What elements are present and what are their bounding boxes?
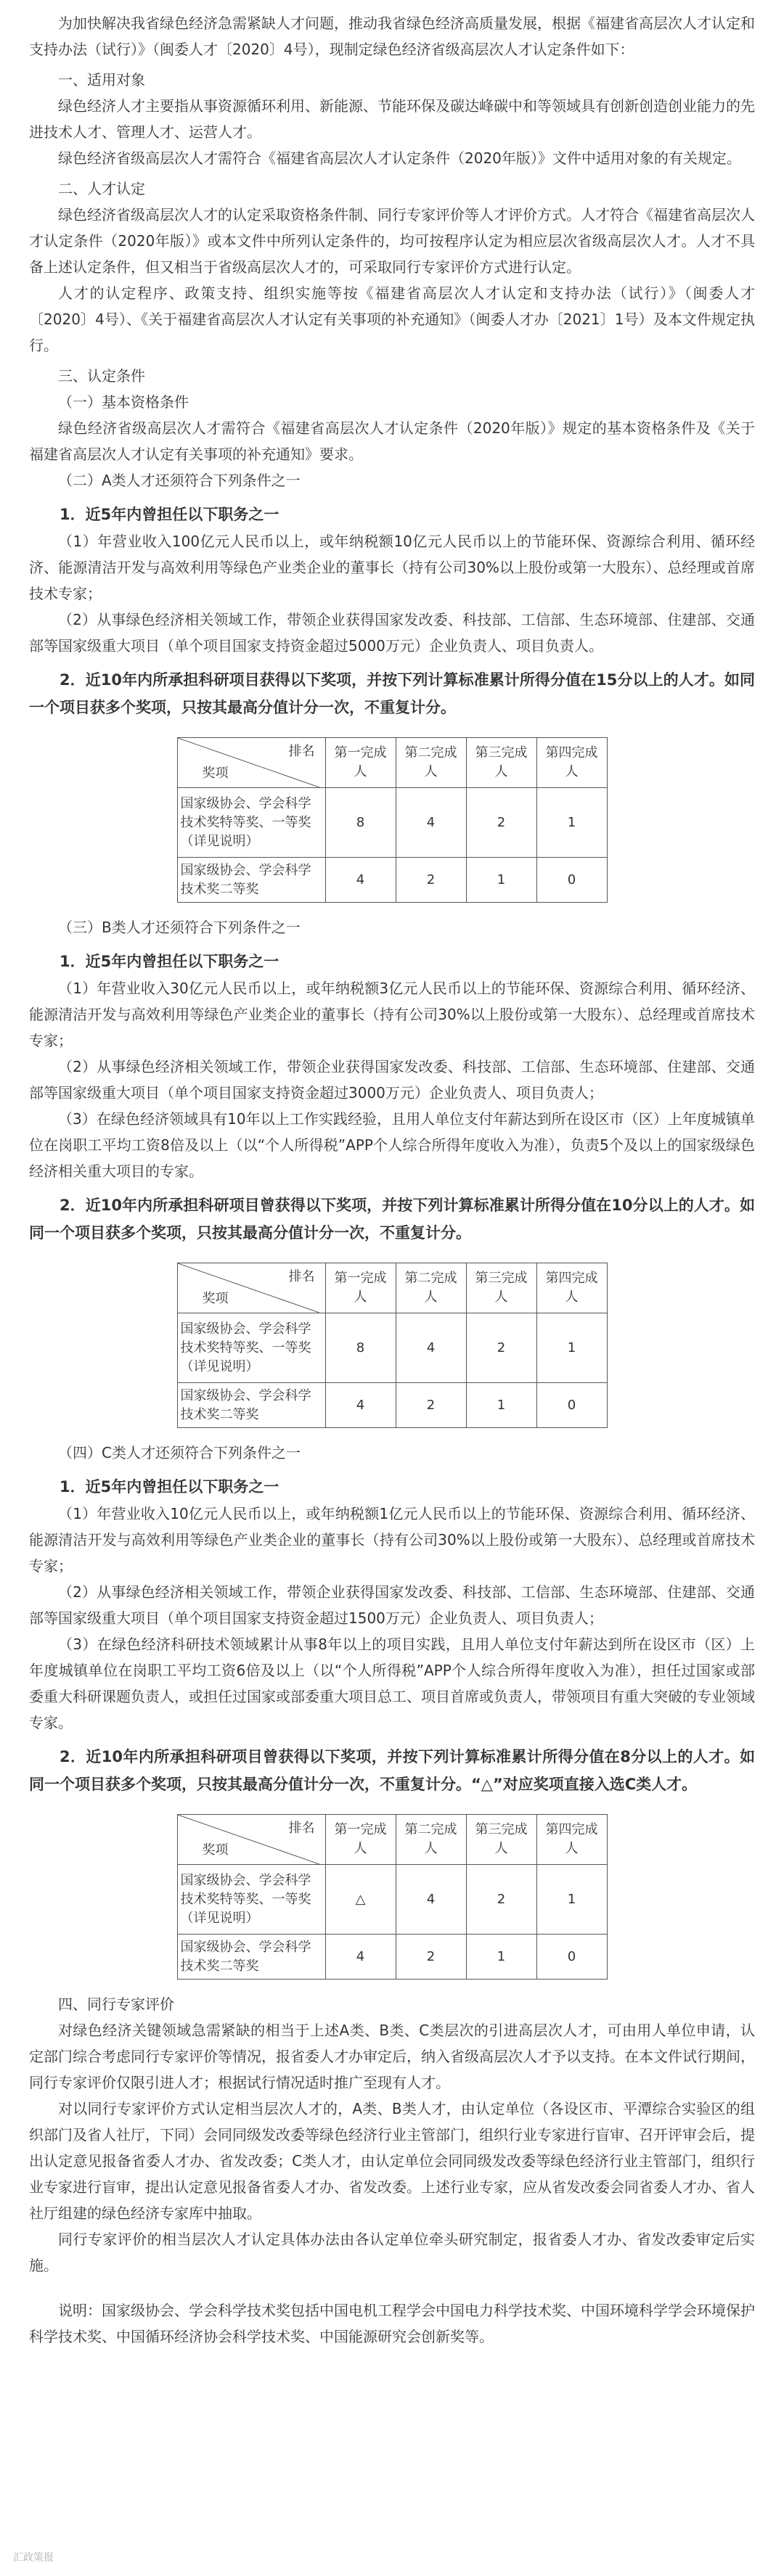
table-header-row [177, 1815, 607, 1865]
score-cell: 1 [536, 1865, 607, 1935]
score-cell: 4 [325, 1383, 396, 1428]
section-2-paragraph-1: 绿色经济省级高层次人才的认定采取资格条件制、同行专家评价等人才评价方式。人才符合《福建省高层次人才认定条件（2020年版）》或本文件中所列认定条件的，均可按程序认定为相应层次省级高层次人才。人才不具备上述认定条件，但又相当于省级高层次人才的，可采取同行专家评价方式进行认定。 [29, 206, 755, 276]
score-cell: 1 [536, 788, 607, 858]
class-b-item-3: （3）在绿色经济领域具有10年以上工作实践经验，且用人单位支付年薪达到所在设区市（区）上年度城镇单位在岗职工平均工资8倍及以上（以“个人所得税”APP个人综合所得年度收入为准），负责5个及以上的国家级绿色经济相关重大项目的专家。 [29, 1110, 755, 1180]
section-3-paragraph-basic: 绿色经济省级高层次人才需符合《福建省高层次人才认定条件（2020年版）》规定的基本资格条件及《关于福建省高层次人才认定有关事项的补充通知》要求。 [29, 419, 755, 463]
col-header-4: 第四完成人 [536, 738, 607, 788]
class-c-heading: （四）C类人才还须符合下列条件之一 [58, 1444, 301, 1461]
section-1-paragraph-2: 绿色经济省级高层次人才需符合《福建省高层次人才认定条件（2020年版）》文件中适用对象的有关规定。 [58, 149, 741, 167]
col-header-2: 第二完成人 [396, 1263, 466, 1313]
class-c-item-2: （2）从事绿色经济相关领域工作，带领企业获得国家发改委、科技部、工信部、生态环境部、住建部、交通部等国家级重大项目（单个项目国家支持资金超过1500万元）企业负责人、项目负责人； [29, 1583, 755, 1627]
score-cell: 2 [396, 1935, 466, 1980]
table-row [177, 1313, 607, 1383]
table-row [177, 1935, 607, 1980]
award-cell: 国家级协会、学会科学技术奖特等奖、一等奖（详见说明） [177, 1865, 325, 1935]
score-cell: 4 [396, 788, 466, 858]
award-cell: 国家级协会、学会科学技术奖二等奖 [177, 1935, 325, 1980]
class-c-condition-1-heading: 1．近5年内曾担任以下职务之一 [60, 1478, 279, 1496]
class-b-heading: （三）B类人才还须符合下列条件之一 [58, 919, 301, 936]
class-b-condition-1-heading: 1．近5年内曾担任以下职务之一 [60, 953, 279, 970]
award-label: 奖项 [202, 1291, 229, 1306]
class-c-item-1: （1）年营业收入10亿元人民币以上，或年纳税额1亿元人民币以上的节能环保、资源综合利用、循环经济、能源清洁开发与高效利用等绿色产业类企业的董事长（持有公司30%以上股份或第一大股东）、总经理或首席技术专家； [29, 1505, 755, 1575]
watermark: 汇政策报 [13, 2552, 54, 2564]
col-header-4: 第四完成人 [536, 1263, 607, 1313]
award-cell: 国家级协会、学会科学技术奖二等奖 [177, 1383, 325, 1428]
score-cell: 4 [325, 1935, 396, 1980]
table-row [177, 788, 607, 858]
class-b-score-table [177, 1263, 608, 1428]
class-c-condition-2-heading: 2．近10年内所承担科研项目曾获得以下奖项，并按下列计算标准累计所得分值在8分以上的人才。如同一个项目获多个奖项，只按其最高分值计分一次，不重复计分。“△”对应奖项直接入选C类人才。 [29, 1748, 755, 1793]
col-header-2: 第二完成人 [396, 1815, 466, 1865]
class-a-condition-1-heading: 1．近5年内曾担任以下职务之一 [60, 506, 279, 523]
section-3-subheading-basic: （一）基本资格条件 [58, 393, 189, 411]
table-corner-cell [177, 738, 325, 788]
section-2-paragraph-2: 人才的认定程序、政策支持、组织实施等按《福建省高层次人才认定和支持办法（试行）》（闽委人才〔2020〕4号）、《关于福建省高层次人才认定有关事项的补充通知》（闽委人才办〔2021〕1号）及本文件规定执行。 [29, 284, 755, 354]
col-header-2: 第二完成人 [396, 738, 466, 788]
award-label: 奖项 [202, 1842, 229, 1858]
class-b-condition-2-heading: 2．近10年内所承担科研项目曾获得以下奖项，并按下列计算标准累计所得分值在10分以上的人才。如同一个项目获多个奖项，只按其最高分值计分一次，不重复计分。 [29, 1197, 755, 1242]
col-header-4: 第四完成人 [536, 1815, 607, 1865]
table-row [177, 1865, 607, 1935]
rank-label: 排名 [288, 744, 315, 759]
table-row [177, 1383, 607, 1428]
table-corner-cell [177, 1815, 325, 1865]
rank-label: 排名 [288, 1269, 315, 1284]
footnote: 说明：国家级协会、学会科学技术奖包括中国电机工程学会中国电力科学技术奖、中国环境科学学会环境保护科学技术奖、中国循环经济协会科学技术奖、中国能源研究会创新奖等。 [29, 2302, 755, 2345]
score-cell: 2 [466, 1313, 536, 1383]
section-3-heading: 三、认定条件 [58, 367, 145, 385]
award-cell: 国家级协会、学会科学技术奖特等奖、一等奖（详见说明） [177, 1313, 325, 1383]
class-b-item-1: （1）年营业收入30亿元人民币以上，或年纳税额3亿元人民币以上的节能环保、资源综合利用、循环经济、能源清洁开发与高效利用等绿色产业类企业的董事长（持有公司30%以上股份或第一大股东）、总经理或首席技术专家； [29, 980, 755, 1049]
col-header-1: 第一完成人 [325, 1263, 396, 1313]
award-cell: 国家级协会、学会科学技术奖特等奖、一等奖（详见说明） [177, 788, 325, 858]
score-cell: 8 [325, 788, 396, 858]
score-cell: 0 [536, 1383, 607, 1428]
class-a-heading: （二）A类人才还须符合下列条件之一 [58, 472, 301, 489]
score-cell: 1 [536, 1313, 607, 1383]
section-4-paragraph-3: 同行专家评价的相当层次人才认定具体办法由各认定单位牵头研究制定，报省委人才办、省发改委审定后实施。 [29, 2231, 755, 2274]
col-header-1: 第一完成人 [325, 1815, 396, 1865]
section-2-heading: 二、人才认定 [58, 180, 145, 197]
section-4-heading: 四、同行专家评价 [58, 1995, 174, 2013]
table-header-row [177, 1263, 607, 1313]
class-c-item-3: （3）在绿色经济科研技术领域累计从事8年以上的项目实践，且用人单位支付年薪达到所在设区市（区）上年度城镇单位在岗职工平均工资6倍及以上（以“个人所得税”APP个人综合所得年度收入为准），担任过国家或部委重大科研课题负责人，或担任过国家或部委重大项目总工、项目首席或负责人，带领项目有重大突破的专业领域专家。 [29, 1636, 755, 1731]
class-c-score-table [177, 1814, 608, 1980]
table-header-row [177, 738, 607, 788]
section-1-paragraph-1: 绿色经济人才主要指从事资源循环利用、新能源、节能环保及碳达峰碳中和等领域具有创新创造创业能力的先进技术人才、管理人才、运营人才。 [29, 97, 755, 141]
table-corner-cell [177, 1263, 325, 1313]
score-cell: 1 [466, 858, 536, 903]
class-b-item-2: （2）从事绿色经济相关领域工作，带领企业获得国家发改委、科技部、工信部、生态环境部、住建部、交通部等国家级重大项目（单个项目国家支持资金超过3000万元）企业负责人、项目负责人； [29, 1058, 755, 1102]
score-cell: 0 [536, 858, 607, 903]
class-a-score-table [177, 737, 608, 903]
col-header-1: 第一完成人 [325, 738, 396, 788]
section-4-paragraph-2: 对以同行专家评价方式认定相当层次人才的，A类、B类人才，由认定单位（各设区市、平潭综合实验区的组织部门及省人社厅，下同）会同同级发改委等绿色经济行业主管部门，组织行业专家进行盲审、召开评审会后，提出认定意见报备省委人才办、省发改委；C类人才，由认定单位会同同级发改委等绿色经济行业主管部门，组织行业专家进行盲审，提出认定意见报备省委人才办、省发改委。上述行业专家，应从省发改委会同省委人才办、省人社厅组建的绿色经济专家库中抽取。 [29, 2100, 755, 2222]
score-cell: 1 [466, 1383, 536, 1428]
award-cell: 国家级协会、学会科学技术奖二等奖 [177, 858, 325, 903]
class-a-item-2: （2）从事绿色经济相关领域工作，带领企业获得国家发改委、科技部、工信部、生态环境部、住建部、交通部等国家级重大项目（单个项目国家支持资金超过5000万元）企业负责人、项目负责人。 [29, 611, 755, 655]
intro-paragraph: 为加快解决我省绿色经济急需紧缺人才问题，推动我省绿色经济高质量发展，根据《福建省高层次人才认定和支持办法（试行）》（闽委人才〔2020〕4号），现制定绿色经济省级高层次人才认定条件如下： [29, 15, 755, 58]
award-label: 奖项 [202, 766, 229, 781]
score-cell: 4 [325, 858, 396, 903]
score-cell: 2 [396, 858, 466, 903]
score-cell: 2 [466, 788, 536, 858]
score-cell: 8 [325, 1313, 396, 1383]
col-header-3: 第三完成人 [466, 1263, 536, 1313]
score-cell-triangle: △ [325, 1865, 396, 1935]
score-cell: 4 [396, 1313, 466, 1383]
col-header-3: 第三完成人 [466, 1815, 536, 1865]
rank-label: 排名 [288, 1821, 315, 1836]
class-a-condition-2-heading: 2．近10年内所承担科研项目获得以下奖项，并按下列计算标准累计所得分值在15分以上的人才。如同一个项目获多个奖项，只按其最高分值计分一次，不重复计分。 [29, 671, 755, 716]
col-header-3: 第三完成人 [466, 738, 536, 788]
section-4-paragraph-1: 对绿色经济关键领域急需紧缺的相当于上述A类、B类、C类层次的引进高层次人才，可由用人单位申请，认定部门综合考虑同行专家评价等情况，报省委人才办审定后，纳入省级高层次人才予以支持。在本文件试行期间，同行专家评价仅限引进人才；根据试行情况适时推广至现有人才。 [29, 2022, 755, 2091]
table-row [177, 858, 607, 903]
score-cell: 2 [396, 1383, 466, 1428]
score-cell: 1 [466, 1935, 536, 1980]
class-a-item-1: （1）年营业收入100亿元人民币以上，或年纳税额10亿元人民币以上的节能环保、资源综合利用、循环经济、能源清洁开发与高效利用等绿色产业类企业的董事长（持有公司30%以上股份或第一大股东）、总经理或首席技术专家； [29, 533, 755, 602]
score-cell: 0 [536, 1935, 607, 1980]
section-1-heading: 一、适用对象 [58, 71, 145, 89]
score-cell: 2 [466, 1865, 536, 1935]
score-cell: 4 [396, 1865, 466, 1935]
